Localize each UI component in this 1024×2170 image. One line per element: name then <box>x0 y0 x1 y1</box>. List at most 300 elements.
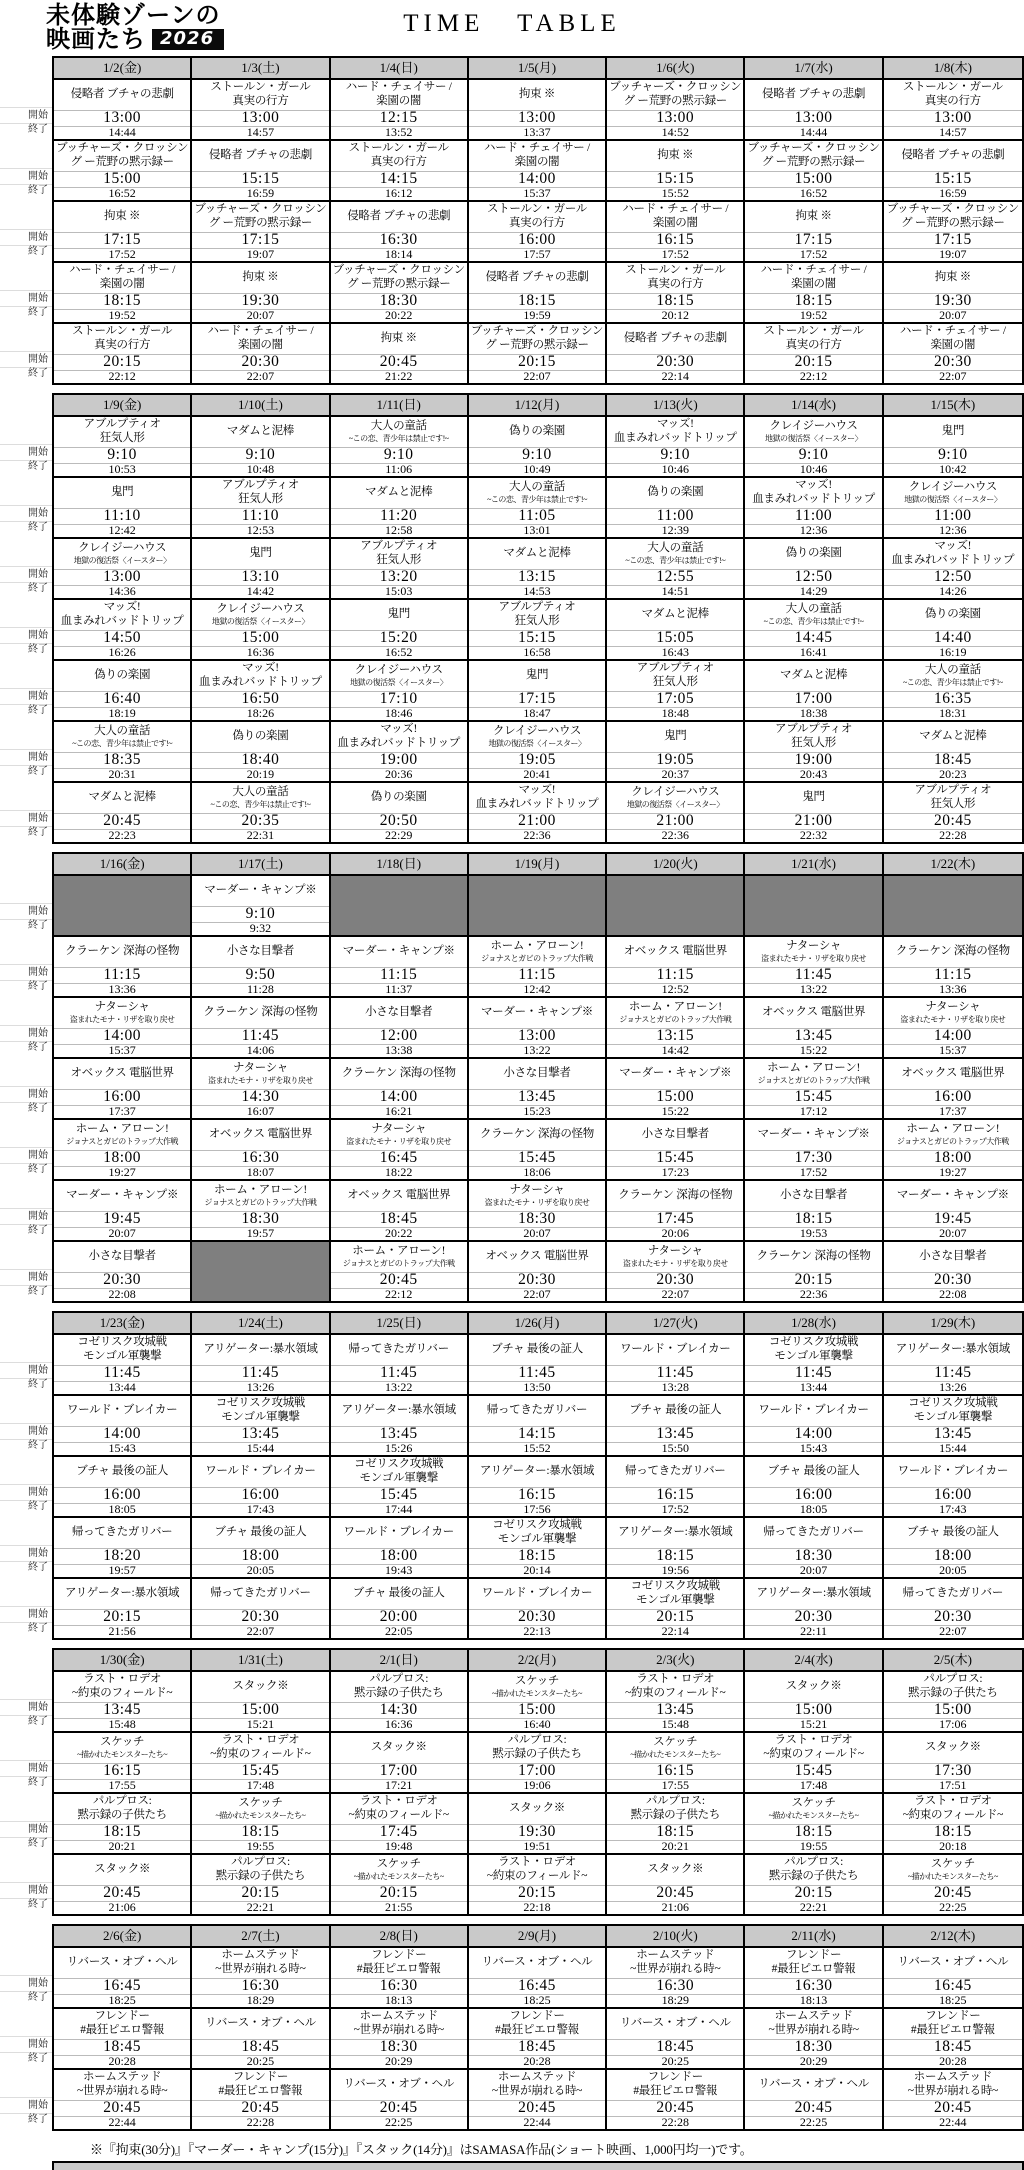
showtime-cell <box>469 1948 607 2007</box>
date-header-cell: 1/2(金) <box>54 58 192 78</box>
end-time: 14:36 <box>54 585 190 598</box>
showtime-row <box>54 1242 1022 1301</box>
end-time: 17:57 <box>469 248 605 261</box>
end-time: 18:06 <box>469 1166 605 1179</box>
movie-title-line: 真実の行方 <box>647 278 704 290</box>
end-time: 12:53 <box>192 524 328 537</box>
end-time: 17:52 <box>607 1503 743 1516</box>
showtime-cell <box>469 1733 607 1792</box>
start-time: 20:15 <box>54 354 190 370</box>
movie-title <box>469 1335 605 1365</box>
end-time: 22:12 <box>54 370 190 383</box>
start-time: 13:45 <box>884 1426 1022 1442</box>
gutter-spacer <box>0 1179 52 1209</box>
gutter-row <box>0 598 52 659</box>
showtime-cell <box>54 1059 192 1118</box>
showtime-cell <box>469 600 607 659</box>
end-time: 14:51 <box>607 585 743 598</box>
showtime-cell <box>745 2070 883 2129</box>
date-header-row <box>54 1650 1022 1672</box>
showtime-cell <box>745 2009 883 2068</box>
movie-subtitle: ~この恋、青少年は禁止です!~ <box>763 617 864 627</box>
date-header-cell: 1/4(日) <box>331 58 469 78</box>
movie-title <box>469 661 605 691</box>
movie-title-line: コゼリスク攻城戦 <box>354 1458 444 1471</box>
showtime-cell <box>469 202 607 261</box>
start-time: 20:30 <box>884 1272 1022 1288</box>
start-time: 11:15 <box>331 967 467 983</box>
movie-title <box>745 1855 881 1885</box>
movie-title <box>192 417 328 447</box>
showtime-cell <box>607 263 745 322</box>
gutter-header-spacer <box>0 852 52 874</box>
start-time: 13:45 <box>331 1426 467 1442</box>
movie-subtitle: ジョナスとガビのトラップ大作戦 <box>204 1198 317 1208</box>
start-time: 15:20 <box>331 630 467 646</box>
movie-title-line: ホーム・アローン! <box>906 1123 1000 1136</box>
start-time: 18:45 <box>192 2039 328 2055</box>
movie-title <box>745 80 881 110</box>
showtime-cell <box>331 1733 469 1792</box>
movie-title-line: 楽園の闇 <box>376 95 422 107</box>
showtime-cell <box>331 478 469 537</box>
movie-title <box>331 1181 467 1211</box>
showtime-cell <box>192 1794 330 1853</box>
end-time: 17:52 <box>745 248 881 261</box>
end-time: 13:50 <box>469 1381 605 1394</box>
movie-title-line: モンゴル軍襲撃 <box>636 1594 715 1606</box>
showtime-cell <box>469 1457 607 1516</box>
showtime-cell <box>745 937 883 996</box>
movie-title <box>331 417 467 447</box>
gutter-spacer <box>0 720 52 750</box>
showtime-cell <box>607 1948 745 2007</box>
start-time: 20:45 <box>607 2100 743 2116</box>
movie-title-line: 真実の行方 <box>924 95 981 107</box>
movie-title <box>469 263 605 293</box>
date-header-cell: 1/5(月) <box>469 58 607 78</box>
end-time: 12:58 <box>331 524 467 537</box>
movie-title-line: 黙示録の子供たち <box>630 1809 721 1821</box>
movie-title <box>884 998 1022 1028</box>
showtime-cell <box>607 937 745 996</box>
movie-title <box>745 2070 881 2100</box>
week-table <box>52 1648 1024 1916</box>
start-time: 13:00 <box>469 110 605 126</box>
movie-title-line: ホームステッド <box>497 2071 577 2084</box>
movie-title-line: ~世界が崩れる時~ <box>630 1963 721 1975</box>
gutter-spacer <box>0 200 52 230</box>
showtime-cell <box>469 1855 607 1914</box>
movie-title <box>54 1181 190 1211</box>
date-header-cell: 1/28(水) <box>745 1313 883 1333</box>
movie-subtitle: ~描かれたモンスターたち~ <box>215 1811 306 1821</box>
start-label: 開始 <box>0 1270 52 1286</box>
movie-title-line: 黙示録の子供たち <box>215 1870 306 1882</box>
movie-title-line: スタック※ <box>647 1863 704 1876</box>
movie-title-line: クレイジーハウス <box>492 725 582 738</box>
gutter-spacer <box>0 659 52 689</box>
movie-title-line: 帰ってきたガリバー <box>763 1526 864 1539</box>
showtime-cell <box>607 600 745 659</box>
end-time: 12:42 <box>54 524 190 537</box>
end-label: 終了 <box>28 644 48 655</box>
movie-title-line: パルプロス: <box>507 1734 567 1747</box>
movie-title <box>192 722 328 752</box>
movie-title-line: マーダー・キャンプ※ <box>757 1128 870 1141</box>
movie-title <box>884 478 1022 508</box>
movie-subtitle: ~描かれたモンスターたち~ <box>907 1872 998 1882</box>
showtime-row <box>54 1396 1022 1457</box>
showtime-cell <box>54 1948 192 2007</box>
movie-title-line: コゼリスク攻城戦 <box>768 1336 859 1349</box>
movie-title <box>607 539 743 569</box>
end-time: 20:14 <box>469 1564 605 1577</box>
showtime-cell <box>54 600 192 659</box>
start-label: 開始 <box>0 965 52 981</box>
start-label: 開始 <box>0 1883 52 1899</box>
start-time: 21:00 <box>745 813 881 829</box>
end-time: 13:26 <box>884 1381 1022 1394</box>
movie-subtitle: ジョナスとガビのトラップ大作戦 <box>342 1259 455 1269</box>
start-time: 16:45 <box>884 1978 1022 1994</box>
gutter-spacer <box>0 139 52 169</box>
end-time: 20:07 <box>54 1227 190 1240</box>
end-time: 15:26 <box>331 1442 467 1455</box>
movie-title <box>469 1059 605 1089</box>
start-time: 9:10 <box>884 447 1022 463</box>
end-time: 10:42 <box>884 463 1022 476</box>
showtime-cell <box>469 478 607 537</box>
bottom-strip <box>52 2161 1024 2170</box>
showtime-cell <box>192 783 330 842</box>
movie-title-line: アブルプティオ <box>498 601 576 614</box>
start-time: 19:05 <box>607 752 743 768</box>
end-time: 22:05 <box>331 1625 467 1638</box>
showtime-cell <box>469 141 607 200</box>
showtime-cell <box>884 417 1022 476</box>
start-time: 14:45 <box>745 630 881 646</box>
start-time: 11:45 <box>469 1365 605 1381</box>
movie-title <box>884 722 1022 752</box>
start-time: 18:15 <box>192 1824 328 1840</box>
movie-title-line: 侵略者 ブチャの悲劇 <box>485 271 589 284</box>
end-time: 20:22 <box>331 309 467 322</box>
showtime-cell <box>469 1181 607 1240</box>
showtime-cell <box>884 80 1022 139</box>
movie-title-line: ストールン・ガール <box>72 325 173 338</box>
movie-title-line: ブッチャーズ・クロッシン <box>470 325 604 338</box>
start-label: 開始 <box>0 1546 52 1562</box>
movie-title-line: ワールド・ブレイカー <box>758 1404 869 1417</box>
movie-title-line: スタック※ <box>924 1741 981 1754</box>
start-time: 11:45 <box>745 967 881 983</box>
movie-title <box>54 1579 190 1609</box>
movie-title <box>331 937 467 967</box>
gutter-row <box>0 874 52 935</box>
start-time: 19:05 <box>469 752 605 768</box>
movie-title-line: 鬼門 <box>387 608 410 621</box>
movie-title-line: ストールン・ガール <box>210 81 311 94</box>
movie-title-line: 真実の行方 <box>232 95 289 107</box>
end-time: 22:44 <box>54 2116 190 2129</box>
movie-title <box>192 1855 328 1885</box>
start-time: 20:30 <box>884 1609 1022 1625</box>
start-time: 18:45 <box>54 2039 190 2055</box>
showtime-cell <box>745 1120 883 1179</box>
gutter-spacer <box>0 1394 52 1424</box>
movie-title-line: ワールド・ブレイカー <box>481 1587 593 1600</box>
movie-title-line: コゼリスク攻城戦 <box>630 1580 720 1593</box>
start-time: 20:30 <box>469 1272 605 1288</box>
end-time: 13:36 <box>884 983 1022 996</box>
end-label: 終了 <box>28 246 48 257</box>
end-time: 22:21 <box>745 1901 881 1914</box>
start-label: 開始 <box>0 1209 52 1225</box>
movie-title <box>331 722 467 752</box>
date-header-cell: 2/10(火) <box>607 1926 745 1946</box>
movie-title-line: ~世界が崩れる時~ <box>77 2085 168 2097</box>
movie-subtitle: 地獄の復活祭〈イースター〉 <box>626 800 724 810</box>
showtime-cell <box>884 478 1022 537</box>
movie-title-line: 真実の行方 <box>785 339 842 351</box>
movie-title-line: グ ー荒野の黙示録ー <box>901 217 1005 229</box>
week-table <box>52 393 1024 844</box>
movie-title <box>745 1059 881 1089</box>
movie-subtitle: ~この恋、青少年は禁止です!~ <box>210 800 311 810</box>
movie-title <box>192 141 328 171</box>
showtime-cell <box>884 722 1022 781</box>
start-time: 11:45 <box>331 1365 467 1381</box>
movie-title <box>331 1794 467 1824</box>
start-time: 12:50 <box>884 569 1022 585</box>
showtime-cell <box>884 1733 1022 1792</box>
movie-title <box>745 141 881 171</box>
start-time: 21:00 <box>607 813 743 829</box>
showtime-row <box>54 1948 1022 2009</box>
movie-title <box>607 1059 743 1089</box>
movie-title-line: ワールド・ブレイカー <box>897 1465 1009 1478</box>
movie-title-line: 血まみれバッドトリップ <box>752 493 875 505</box>
movie-subtitle: 盗まれたモナ・リザを取り戻せ <box>761 954 866 964</box>
end-time: 22:07 <box>884 370 1022 383</box>
start-time: 18:30 <box>469 1211 605 1227</box>
movie-title-line: ストールン・ガール <box>486 203 588 216</box>
end-time: 15:52 <box>469 1442 605 1455</box>
showtime-cell <box>54 1335 192 1394</box>
movie-title-line: クレイジーハウス <box>354 664 443 677</box>
movie-title-line: オベックス 電脳世界 <box>485 1250 589 1263</box>
start-time: 17:15 <box>54 232 190 248</box>
date-header-cell: 1/31(土) <box>192 1650 330 1670</box>
showtime-cell <box>745 141 883 200</box>
start-time: 18:15 <box>607 1548 743 1564</box>
end-time: 17:12 <box>745 1105 881 1118</box>
page-title: TIME TABLE <box>403 10 621 37</box>
movie-title-line: スタック※ <box>785 1680 842 1693</box>
showtime-cell <box>607 783 745 842</box>
movie-title-line: クレイジーハウス <box>769 420 858 433</box>
movie-title <box>469 324 605 354</box>
movie-title-line: ホーム・アローン! <box>213 1184 307 1197</box>
movie-title <box>607 202 743 232</box>
movie-title-line: 鬼門 <box>664 730 687 743</box>
movie-subtitle: ~描かれたモンスターたち~ <box>630 1750 721 1760</box>
movie-title <box>331 1396 467 1426</box>
start-time: 18:15 <box>54 1824 190 1840</box>
movie-title <box>192 783 328 813</box>
start-time: 20:45 <box>331 2100 467 2116</box>
gutter-spacer <box>0 996 52 1026</box>
date-header-cell: 1/9(金) <box>54 395 192 415</box>
date-header-cell: 1/14(水) <box>745 395 883 415</box>
end-time: 12:39 <box>607 524 743 537</box>
showtime-cell <box>607 417 745 476</box>
movie-subtitle: 地獄の復活祭〈イースター〉 <box>904 495 1002 505</box>
end-label: 終了 <box>28 2053 48 2064</box>
start-time: 11:45 <box>745 1365 881 1381</box>
movie-title <box>469 1457 605 1487</box>
start-time: 17:00 <box>469 1763 605 1779</box>
gutter-row <box>0 1946 52 2007</box>
end-time: 20:21 <box>607 1840 743 1853</box>
showtime-cell <box>192 1518 330 1577</box>
movie-subtitle: 地獄の復活祭〈イースター〉 <box>350 678 448 688</box>
showtime-cell <box>884 783 1022 842</box>
movie-title-line: オベックス 電脳世界 <box>208 1128 313 1141</box>
movie-title <box>607 417 743 447</box>
movie-title-line: リバース・オブ・ヘル <box>481 1956 593 1969</box>
movie-subtitle: 地獄の復活祭〈イースター〉 <box>73 556 171 566</box>
showtime-cell <box>745 1059 883 1118</box>
movie-title-line: #最狂ピエロ警報 <box>218 2085 303 2097</box>
start-time: 13:00 <box>469 1028 605 1044</box>
movie-title-line: スケッチ <box>238 1797 283 1810</box>
showtime-cell <box>331 661 469 720</box>
end-time: 20:28 <box>54 2055 190 2068</box>
gutter-row <box>0 935 52 996</box>
showtime-cell <box>745 263 883 322</box>
movie-title-line: モンゴル軍襲撃 <box>774 1350 853 1362</box>
start-time: 14:40 <box>884 630 1022 646</box>
movie-title <box>331 141 467 171</box>
end-time: 18:38 <box>745 707 881 720</box>
start-time: 13:45 <box>607 1426 743 1442</box>
start-time: 11:45 <box>54 1365 190 1381</box>
end-time: 15:03 <box>331 585 467 598</box>
gutter-spacer <box>0 476 52 506</box>
end-time: 14:06 <box>192 1044 328 1057</box>
movie-title <box>607 1948 743 1978</box>
movie-title <box>469 202 605 232</box>
start-time: 14:00 <box>884 1028 1022 1044</box>
end-time: 19:27 <box>54 1166 190 1179</box>
movie-title <box>331 1518 467 1548</box>
movie-title <box>192 80 328 110</box>
start-time: 16:15 <box>54 1763 190 1779</box>
week-block <box>0 1924 1024 2131</box>
movie-title-line: ストールン・ガール <box>902 81 1003 94</box>
movie-title-line: ブチャ 最後の証人 <box>629 1404 722 1417</box>
movie-title-line: パルプロス: <box>92 1795 152 1808</box>
movie-subtitle: 地獄の復活祭〈イースター〉 <box>488 739 586 749</box>
showtime-cell <box>607 1242 745 1301</box>
end-time: 19:55 <box>745 1840 881 1853</box>
showtime-cell <box>607 1672 745 1731</box>
end-time: 9:32 <box>192 922 328 935</box>
movie-title-line: 侵略者 ブチャの悲劇 <box>208 149 312 162</box>
gutter-row <box>0 1394 52 1455</box>
end-time: 20:07 <box>192 309 328 322</box>
showtime-cell <box>192 2070 330 2129</box>
movie-title-line: ワールド・ブレイカー <box>343 1526 454 1539</box>
end-time: 22:28 <box>192 2116 328 2129</box>
end-time: 20:07 <box>884 1227 1022 1240</box>
movie-title-line: 真実の行方 <box>370 156 427 168</box>
movie-title <box>745 263 881 293</box>
movie-subtitle: ~描かれたモンスターたち~ <box>77 1750 168 1760</box>
movie-title <box>54 1396 190 1426</box>
empty-cell <box>331 876 469 935</box>
date-header-cell: 2/9(月) <box>469 1926 607 1946</box>
showtime-cell <box>331 202 469 261</box>
date-header-cell: 2/1(日) <box>331 1650 469 1670</box>
movie-subtitle: ~この恋、青少年は禁止です!~ <box>72 739 173 749</box>
movie-title-line: アリゲーター:暴水領域 <box>756 1587 871 1600</box>
movie-title-line: ストールン・ガール <box>763 325 864 338</box>
movie-title <box>331 783 467 813</box>
movie-title-line: アブルプティオ <box>914 784 992 797</box>
movie-title-line: 真実の行方 <box>508 217 565 229</box>
showtime-cell <box>745 783 883 842</box>
end-time: 18:46 <box>331 707 467 720</box>
end-time: 17:52 <box>54 248 190 261</box>
end-label: 終了 <box>28 1379 48 1390</box>
end-time: 22:14 <box>607 1625 743 1638</box>
gutter-row <box>0 1577 52 1638</box>
start-time: 11:45 <box>192 1365 328 1381</box>
movie-title <box>54 324 190 354</box>
movie-title-line: #最狂ピエロ警報 <box>356 1963 441 1975</box>
empty-cell <box>192 1242 330 1301</box>
start-time: 15:45 <box>745 1763 881 1779</box>
movie-title-line: ブチャ 最後の証人 <box>491 1343 583 1356</box>
top-header <box>0 2 1024 56</box>
movie-title-line: 小さな目撃者 <box>641 1128 709 1141</box>
showtime-cell <box>331 141 469 200</box>
start-time: 16:00 <box>884 1487 1022 1503</box>
start-time: 20:45 <box>331 354 467 370</box>
empty-cell <box>54 876 192 935</box>
gutter-spacer <box>0 537 52 567</box>
end-time: 13:36 <box>54 983 190 996</box>
showtime-cell <box>192 876 330 935</box>
end-time: 19:56 <box>607 1564 743 1577</box>
start-time: 13:00 <box>884 110 1022 126</box>
showtime-cell <box>745 1181 883 1240</box>
gutter-spacer <box>0 935 52 965</box>
end-time: 20:21 <box>54 1840 190 1853</box>
movie-title-line: グ ー荒野の黙示録ー <box>485 339 589 351</box>
showtime-row <box>54 783 1022 842</box>
movie-title-line: リバース・オブ・ヘル <box>205 2017 316 2030</box>
start-time: 16:30 <box>192 1978 328 1994</box>
showtime-cell <box>54 1672 192 1731</box>
start-time: 17:05 <box>607 691 743 707</box>
gutter-spacer <box>0 1670 52 1700</box>
date-header-row <box>54 854 1022 876</box>
showtime-cell <box>745 600 883 659</box>
